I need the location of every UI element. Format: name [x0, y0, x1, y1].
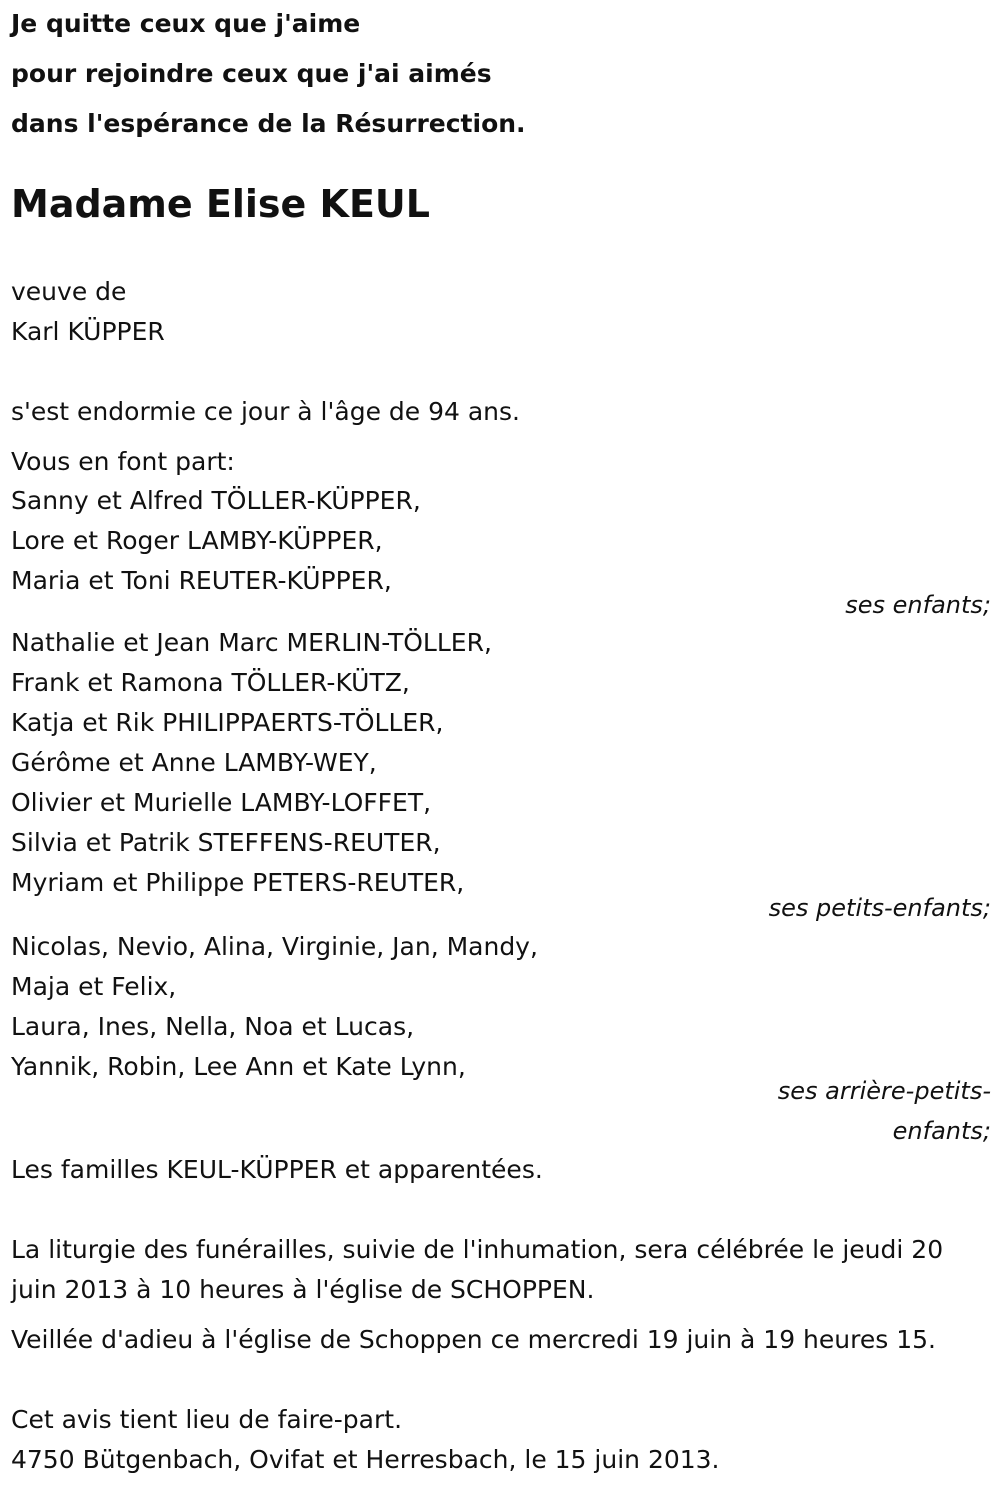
widow-of-label: veuve de [11, 277, 127, 306]
child-line: Maria et Toni REUTER-KÜPPER, [11, 566, 392, 595]
grandchild-line: Olivier et Murielle LAMBY-LOFFET, [11, 788, 432, 817]
funeral-line-1: La liturgie des funérailles, suivie de l'inhumation, sera célébrée le jeudi 20 [11, 1235, 944, 1264]
great-grandchild-line: Nicolas, Nevio, Alina, Virginie, Jan, Mandy, [11, 932, 538, 961]
children-role: ses enfants; [845, 591, 991, 619]
grandchild-line: Gérôme et Anne LAMBY-WEY, [11, 748, 377, 777]
place-date-line: 4750 Bütgenbach, Ovifat et Herresbach, le 15 juin 2013. [11, 1445, 720, 1474]
great-grandchild-line: Yannik, Robin, Lee Ann et Kate Lynn, [11, 1052, 466, 1081]
grandchildren-role: ses petits-enfants; [768, 894, 991, 922]
motto-line-3: dans l'espérance de la Résurrection. [11, 109, 526, 138]
families-line: Les familles KEUL-KÜPPER et apparentées. [11, 1155, 543, 1184]
child-line: Sanny et Alfred TÖLLER-KÜPPER, [11, 486, 421, 515]
grandchild-line: Katja et Rik PHILIPPAERTS-TÖLLER, [11, 708, 444, 737]
funeral-line-2: juin 2013 à 10 heures à l'église de SCHOPPEN. [11, 1275, 595, 1304]
great-grandchild-line: Maja et Felix, [11, 972, 177, 1001]
motto-line-2: pour rejoindre ceux que j'ai aimés [11, 59, 492, 88]
vigil-line: Veillée d'adieu à l'église de Schoppen ce mercredi 19 juin à 19 heures 15. [11, 1325, 936, 1354]
announcement-intro: Vous en font part: [11, 447, 235, 476]
grandchild-line: Frank et Ramona TÖLLER-KÜTZ, [11, 668, 410, 697]
great-grandchild-line: Laura, Ines, Nella, Noa et Lucas, [11, 1012, 415, 1041]
grandchild-line: Nathalie et Jean Marc MERLIN-TÖLLER, [11, 628, 492, 657]
motto-line-1: Je quitte ceux que j'aime [11, 9, 361, 38]
grandchild-line: Silvia et Patrik STEFFENS-REUTER, [11, 828, 441, 857]
great-grandchildren-role-line-1: ses arrière-petits- [777, 1077, 991, 1105]
great-grandchildren-role-line-2: enfants; [892, 1117, 991, 1145]
spouse-name: Karl KÜPPER [11, 317, 165, 346]
grandchild-line: Myriam et Philippe PETERS-REUTER, [11, 868, 465, 897]
passing-statement: s'est endormie ce jour à l'âge de 94 ans. [11, 397, 520, 426]
deceased-name: Madame Elise KEUL [11, 182, 431, 226]
notice-line: Cet avis tient lieu de faire-part. [11, 1405, 403, 1434]
child-line: Lore et Roger LAMBY-KÜPPER, [11, 526, 383, 555]
